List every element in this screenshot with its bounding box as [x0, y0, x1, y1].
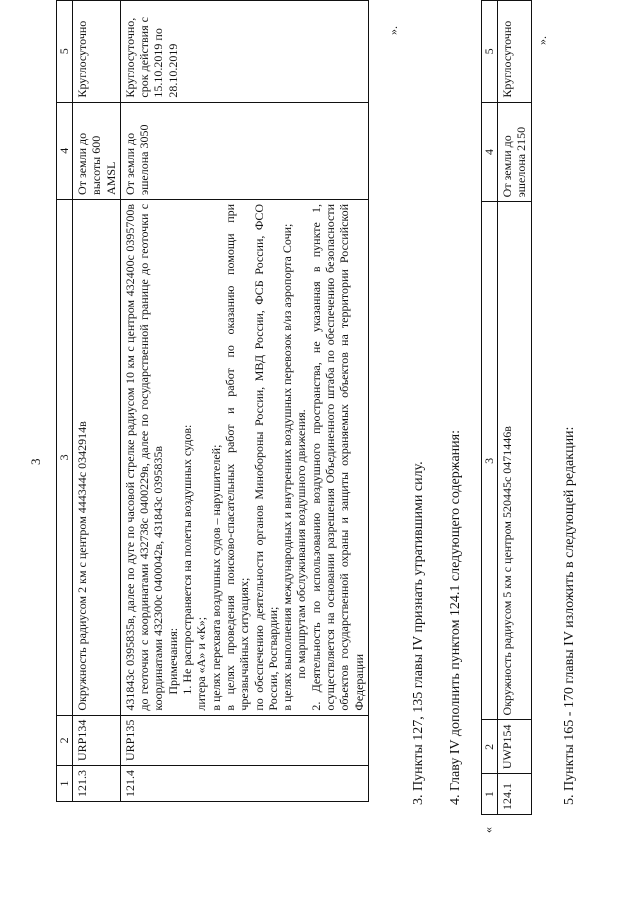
zone-description	[120, 199, 368, 715]
table-row	[73, 1, 121, 802]
vertical-limits: От земли до эшелона 2150	[498, 102, 532, 202]
row-number: 121.4	[120, 766, 368, 802]
opening-quote: «	[481, 827, 495, 833]
zone-description: Окружность радиусом 2 км с центром 444344с 0342914в	[73, 199, 121, 715]
notes-title: Примечания:	[165, 627, 180, 695]
note-1-item: в целях выполнения международных и внутренних воздушных перевозок в/из аэропорта Сочи;	[280, 223, 295, 711]
zone-code: UWP154	[498, 720, 532, 774]
vertical-limits: От земли до эшелона 3050	[120, 102, 368, 199]
column-header: 1	[482, 774, 498, 815]
column-header: 2	[482, 720, 498, 774]
paragraph-3: 3. Пункты 127, 135 главы IV признать утратившими силу.	[411, 461, 426, 805]
note-2: 2. Деятельность по использованию воздушного пространства, не указанная в пункте 1, осуществляется на основании разрешения Объединенного штаба по обеспечению безопасности объектов государственной охраны и защиты охраняемых объектов на территории Российской Федерации	[308, 203, 366, 711]
row-number: 124.1	[498, 774, 532, 815]
page-number: 3	[28, 458, 43, 465]
column-header: 2	[57, 715, 73, 765]
column-header: 4	[482, 102, 498, 202]
row-number: 121.3	[73, 766, 121, 802]
note-1-item: по маршрутам обслуживания воздушного движения.	[294, 409, 309, 679]
zone-code: URP134	[73, 715, 121, 765]
table-header-row	[482, 1, 498, 815]
column-header: 5	[57, 1, 73, 103]
table-row	[498, 1, 532, 815]
zone-boundary-text: 431843с 0395835в, далее по дуге по часовой стрелке радиусом 10 км с центром 432400с 0395700в до геоточки с координатами 432738с 0400229в, далее по государственной границе до геоточки с координатами 432300с 0400042в, 431843с 0395835в	[122, 203, 166, 711]
note-1-item: литера «А» и «К»;	[194, 616, 209, 711]
column-header: 1	[57, 766, 73, 802]
time-of-activity: Круглосуточно	[73, 1, 121, 103]
time-of-activity: Круглосуточно, срок действия с 15.10.2019 по 28.10.2019	[120, 1, 368, 103]
table-header-row	[57, 1, 73, 802]
zone-code: URP135	[120, 715, 368, 765]
paragraph-5: 5. Пункты 165 - 170 главы IV изложить в следующей редакции:	[562, 426, 577, 805]
time-of-activity: Круглосуточно	[498, 1, 532, 103]
column-header: 4	[57, 102, 73, 199]
closing-quote: ».	[386, 26, 400, 35]
note-1-item: в целях проведения поисково-спасательных работ и работ по оказанию помощи при чрезвычайных ситуациях;	[222, 203, 252, 711]
column-header: 3	[482, 202, 498, 720]
column-header: 3	[57, 199, 73, 715]
paragraph-4: 4. Главу IV дополнить пунктом 124.1 следующего содержания:	[448, 430, 463, 805]
vertical-limits: От земли до высоты 600 AMSL	[73, 102, 121, 199]
note-1-item: в целях перехвата воздушных судов – нарушителей;	[208, 444, 223, 711]
table-row	[120, 1, 368, 802]
column-header: 5	[482, 1, 498, 103]
zone-description: Окружность радиусом 5 км с центром 520445с 0471446в	[498, 202, 532, 720]
airspace-zones-table-1	[56, 0, 369, 802]
note-1: 1. Не распространяется на полеты воздушных судов:	[180, 424, 195, 695]
closing-quote: ».	[535, 36, 549, 45]
note-1-item: по обеспечению деятельности органов Минобороны России, МВД России, ФСБ России, ФСО России, Росгвардии;	[251, 203, 280, 711]
airspace-zones-table-2	[481, 0, 532, 815]
